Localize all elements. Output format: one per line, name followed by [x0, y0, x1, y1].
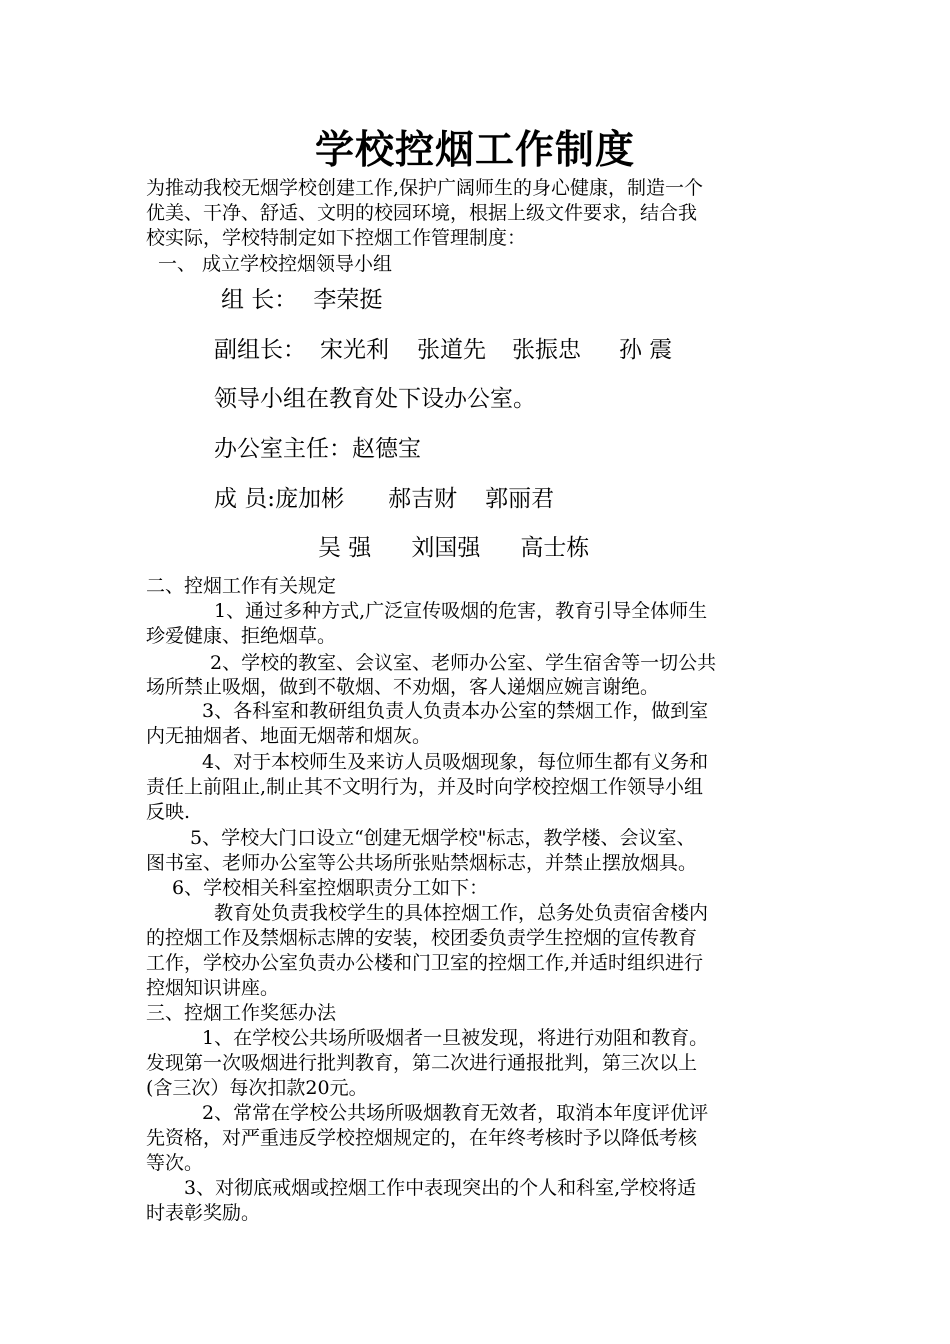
paragraph-line: 的控烟工作及禁烟标志牌的安装，校团委负责学生控烟的宣传教育	[146, 927, 698, 949]
intro-line: 优美、干净、舒适、文明的校园环境，根据上级文件要求，结合我	[146, 202, 698, 224]
deputy-row	[214, 335, 672, 365]
paragraph-line: 内无抽烟者、地面无烟蒂和烟灰。	[146, 725, 432, 747]
paragraph-line: 2、常常在学校公共场所吸烟教育无效者，取消本年度评优评	[202, 1102, 709, 1124]
member-name: 刘国强	[411, 535, 481, 561]
office-director: 办公室主任：赵德宝	[214, 436, 421, 462]
page-title: 学校控烟工作制度	[314, 128, 635, 173]
paragraph-line: 发现第一次吸烟进行批判教育，第二次进行通报批判，第三次以上	[146, 1052, 698, 1074]
paragraph-line: 4、对于本校师生及来访人员吸烟现象，每位师生都有义务和	[202, 751, 709, 773]
paragraph-line: 5、学校大门口设立“创建无烟学校"标志，教学楼、会议室、	[190, 827, 696, 849]
member-name: 郝吉财	[388, 486, 458, 512]
member-name: 高士栋	[520, 535, 590, 561]
leader-label: 组 长：	[221, 287, 298, 313]
paragraph-line: 3、各科室和教研组负责人负责本办公室的禁烟工作，做到室	[202, 700, 709, 722]
deputy-label: 副组长：	[214, 337, 306, 363]
member-name: 吴 强	[318, 535, 372, 561]
section-heading: 三、控烟工作奖惩办法	[146, 1002, 337, 1024]
paragraph-line: 3、对彻底戒烟或控烟工作中表现突出的个人和科室,学校将适	[184, 1177, 697, 1199]
paragraph-line: 教育处负责我校学生的具体控烟工作，总务处负责宿舍楼内	[214, 902, 709, 924]
paragraph-line: 先资格，对严重违反学校控烟规定的，在年终考核时予以降低考核	[146, 1127, 698, 1149]
paragraph-line: 等次。	[146, 1152, 204, 1174]
members-label: 成 员:	[214, 486, 276, 512]
deputy-name: 张道先	[417, 337, 486, 363]
intro-line: 校实际，学校特制定如下控烟工作管理制度：	[146, 227, 527, 249]
paragraph-line: 反映.	[146, 801, 191, 823]
deputy-name: 张振忠	[512, 337, 581, 363]
leader-name: 李荣挺	[313, 287, 383, 313]
member-name: 郭丽君	[485, 486, 555, 512]
paragraph-line: 控烟知识讲座。	[146, 977, 280, 999]
section-heading: 二、控烟工作有关规定	[146, 575, 337, 597]
deputy-name: 宋光利	[320, 337, 389, 363]
paragraph-line: 图书室、老师办公室等公共场所张贴禁烟标志，并禁止摆放烟具。	[146, 852, 698, 874]
office-note: 领导小组在教育处下设办公室。	[214, 386, 536, 412]
paragraph-line: 6、学校相关科室控烟职责分工如下：	[172, 877, 489, 899]
paragraph-line: (含三次）每次扣款20元。	[146, 1077, 368, 1099]
paragraph-line: 场所禁止吸烟，做到不敬烟、不劝烟，客人递烟应婉言谢绝。	[146, 676, 660, 698]
paragraph-line: 1、通过多种方式,广泛宣传吸烟的危害，教育引导全体师生	[214, 600, 708, 622]
paragraph-line: 责任上前阻止,制止其不文明行为，并及时向学校控烟工作领导小组	[146, 776, 704, 798]
paragraph-line: 珍爱健康、拒绝烟草。	[146, 625, 337, 647]
paragraph-line: 2、学校的教室、会议室、老师办公室、学生宿舍等一切公共	[210, 652, 717, 674]
paragraph-line: 1、在学校公共场所吸烟者一旦被发现，将进行劝阻和教育。	[202, 1027, 709, 1049]
intro-line: 为推动我校无烟学校创建工作,保护广阔师生的身心健康，制造一个	[146, 177, 704, 199]
section-heading: 一、 成立学校控烟领导小组	[158, 253, 393, 275]
members-row-2	[318, 533, 589, 563]
leader-row	[221, 285, 382, 315]
member-name: 庞加彬	[275, 486, 345, 512]
members-row	[214, 484, 554, 514]
paragraph-line: 时表彰奖励。	[146, 1202, 261, 1224]
deputy-name: 孙 震	[619, 337, 673, 363]
paragraph-line: 工作，学校办公室负责办公楼和门卫室的控烟工作,并适时组织进行	[146, 952, 704, 974]
